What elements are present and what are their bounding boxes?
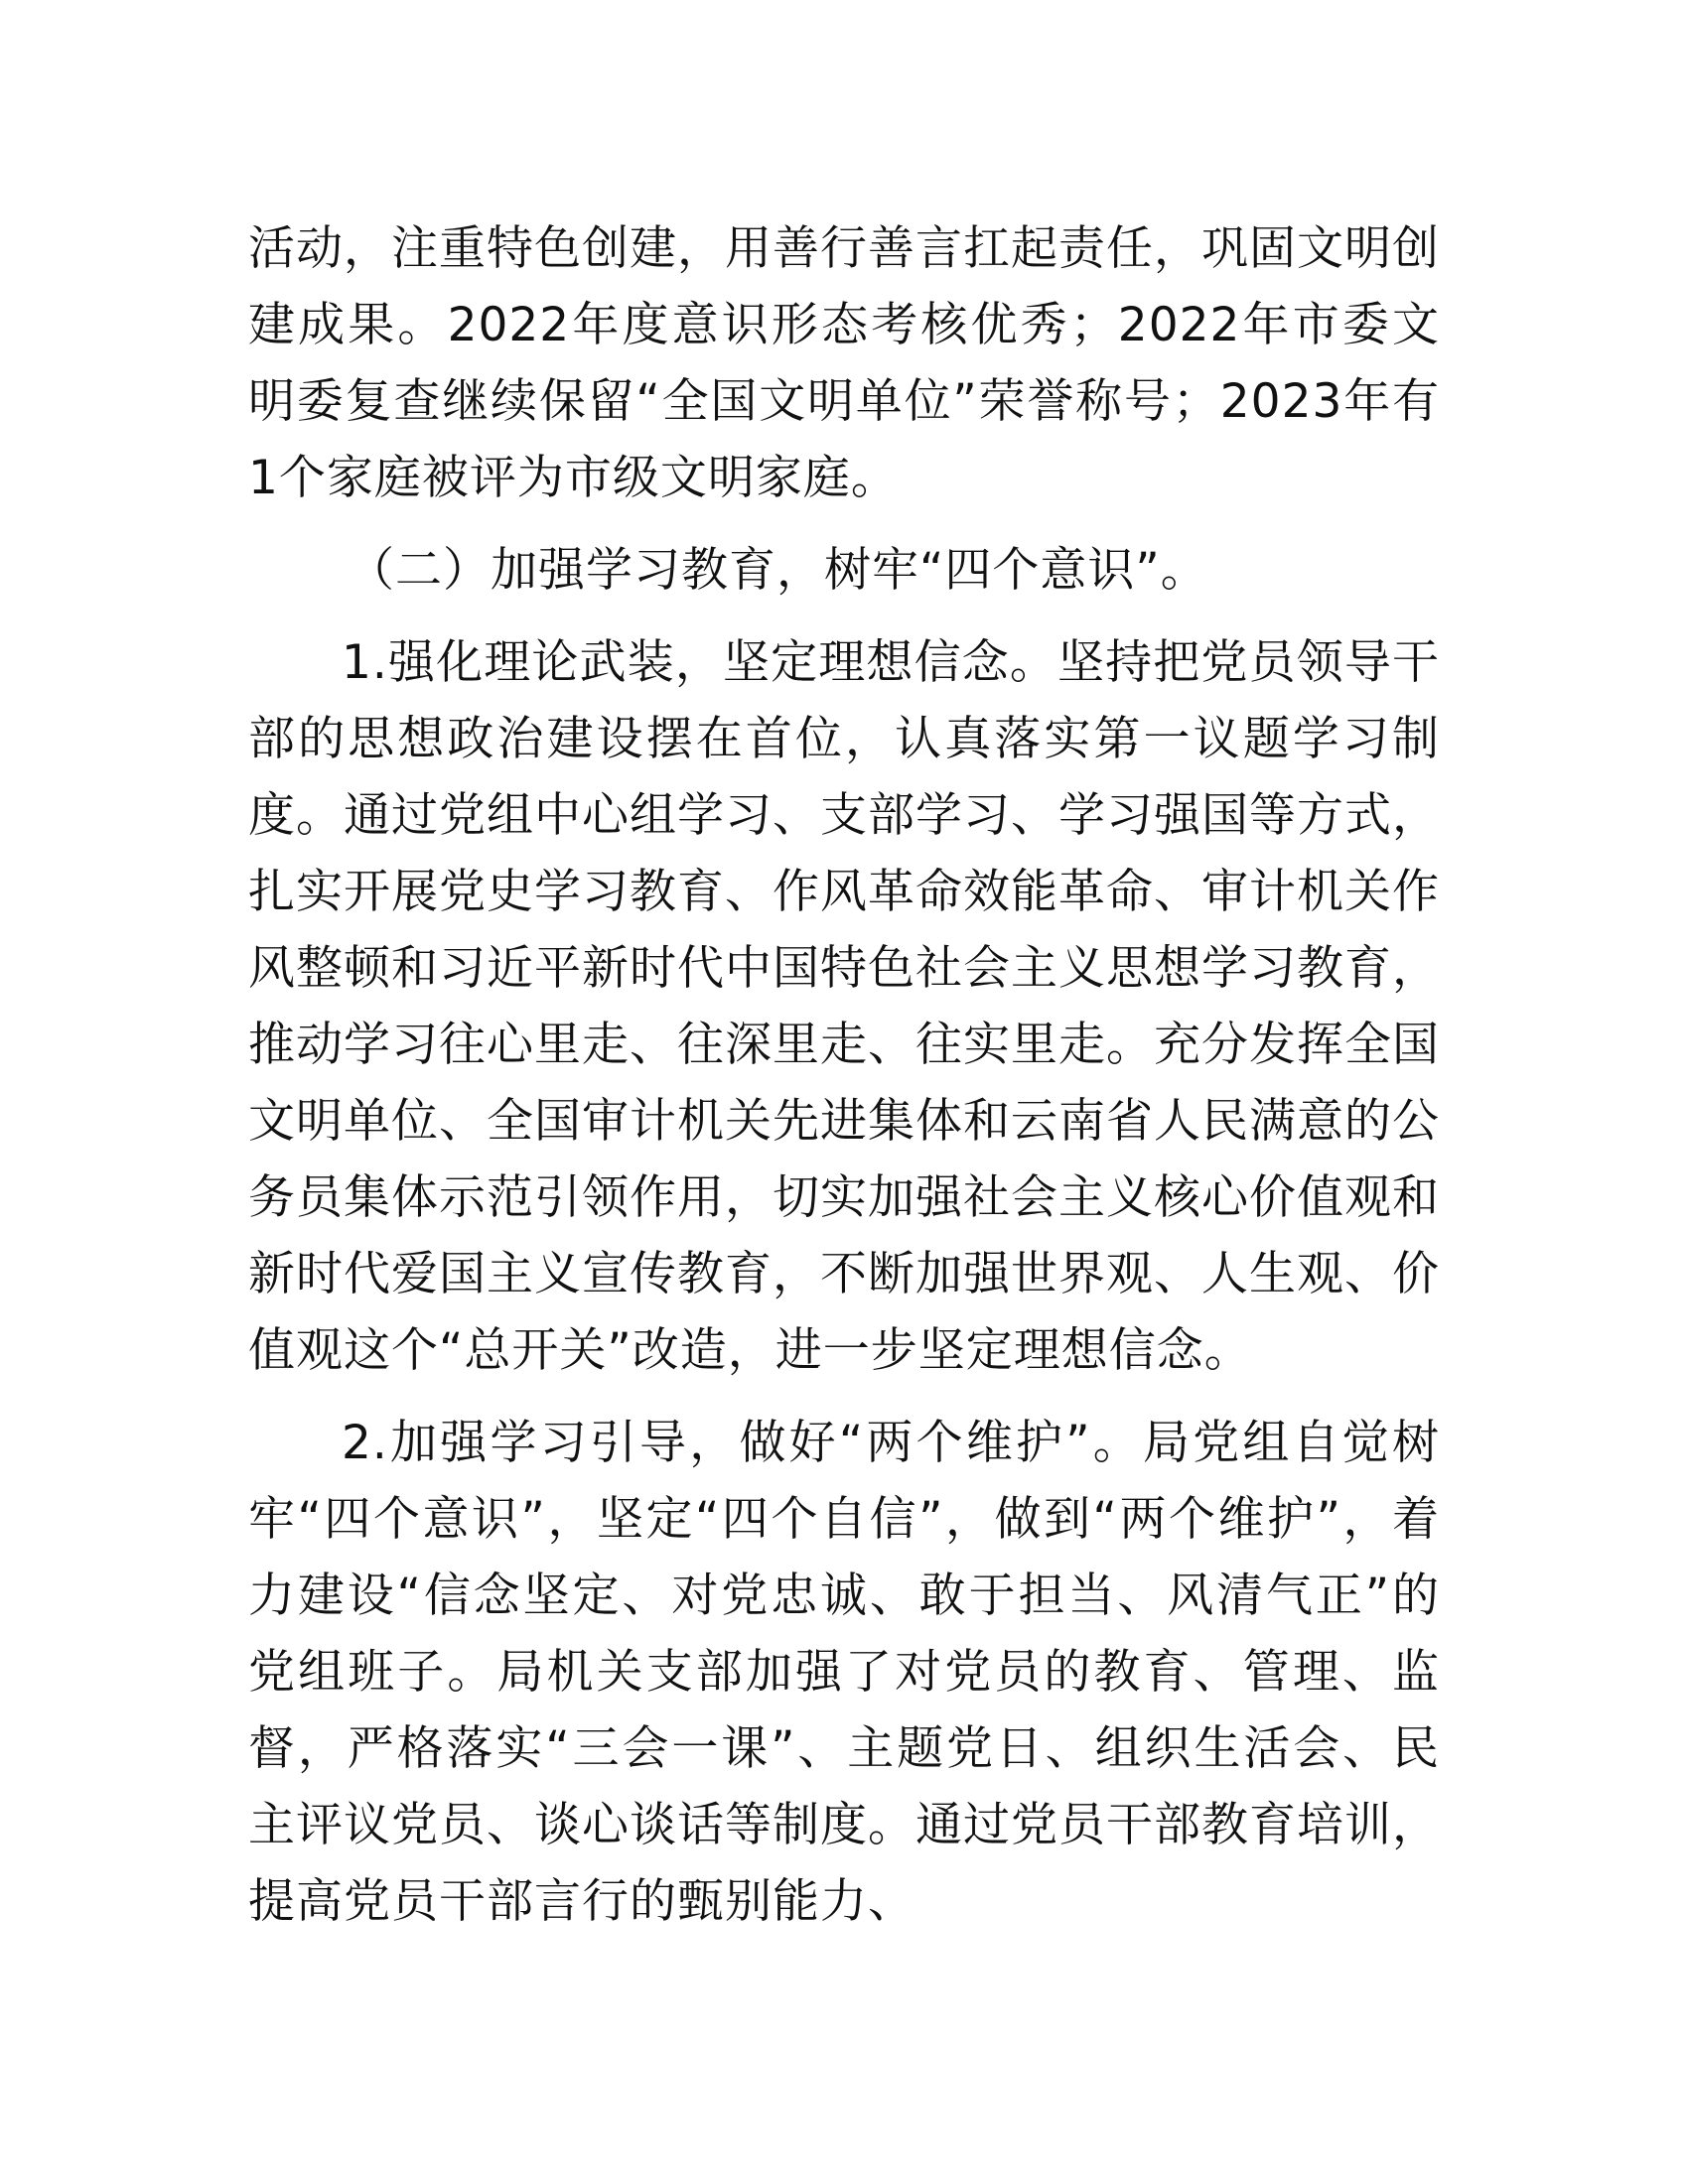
item-1-paragraph: 1.强化理论武装，坚定理想信念。坚持把党员领导干部的思想政治建设摆在首位，认真落实第一议题学习制度。通过党组中心组学习、支部学习、学习强国等方式，扎实开展党史学习教育、作风革命效能革命、审计机关作风整顿和习近平新时代中国特色社会主义思想学习教育，推动学习往心里走、往深里走、往实里走。充分发挥全国文明单位、全国审计机关先进集体和云南省人民满意的公务员集体示范引领作用，切实加强社会主义核心价值观和新时代爱国主义宣传教育，不断加强世界观、人生观、价值观这个“总开关”改造，进一步坚定理想信念。 xyxy=(248,635,1440,1378)
section-heading: （二）加强学习教育，树牢“四个意识”。 xyxy=(348,543,1208,598)
item-2-paragraph: 2.加强学习引导，做好“两个维护”。局党组自觉树牢“四个意识”，坚定“四个自信”，做到“两个维护”，着力建设“信念坚定、对党忠诚、敢于担当、风清气正”的党组班子。局机关支部加强了对党员的教育、管理、监督，严格落实“三会一课”、主题党日、组织生活会、民主评议党员、谈心谈话等制度。通过党员干部教育培训，提高党员干部言行的甄别能力、 xyxy=(248,1416,1440,1929)
document-body xyxy=(248,210,1440,1940)
continuation-paragraph: 活动，注重特色创建，用善行善言扛起责任，巩固文明创建成果。2022年度意识形态考核优秀；2022年市委文明委复查继续保留“全国文明单位”荣誉称号；2023年有1个家庭被评为市级文明家庭。 xyxy=(248,221,1440,505)
